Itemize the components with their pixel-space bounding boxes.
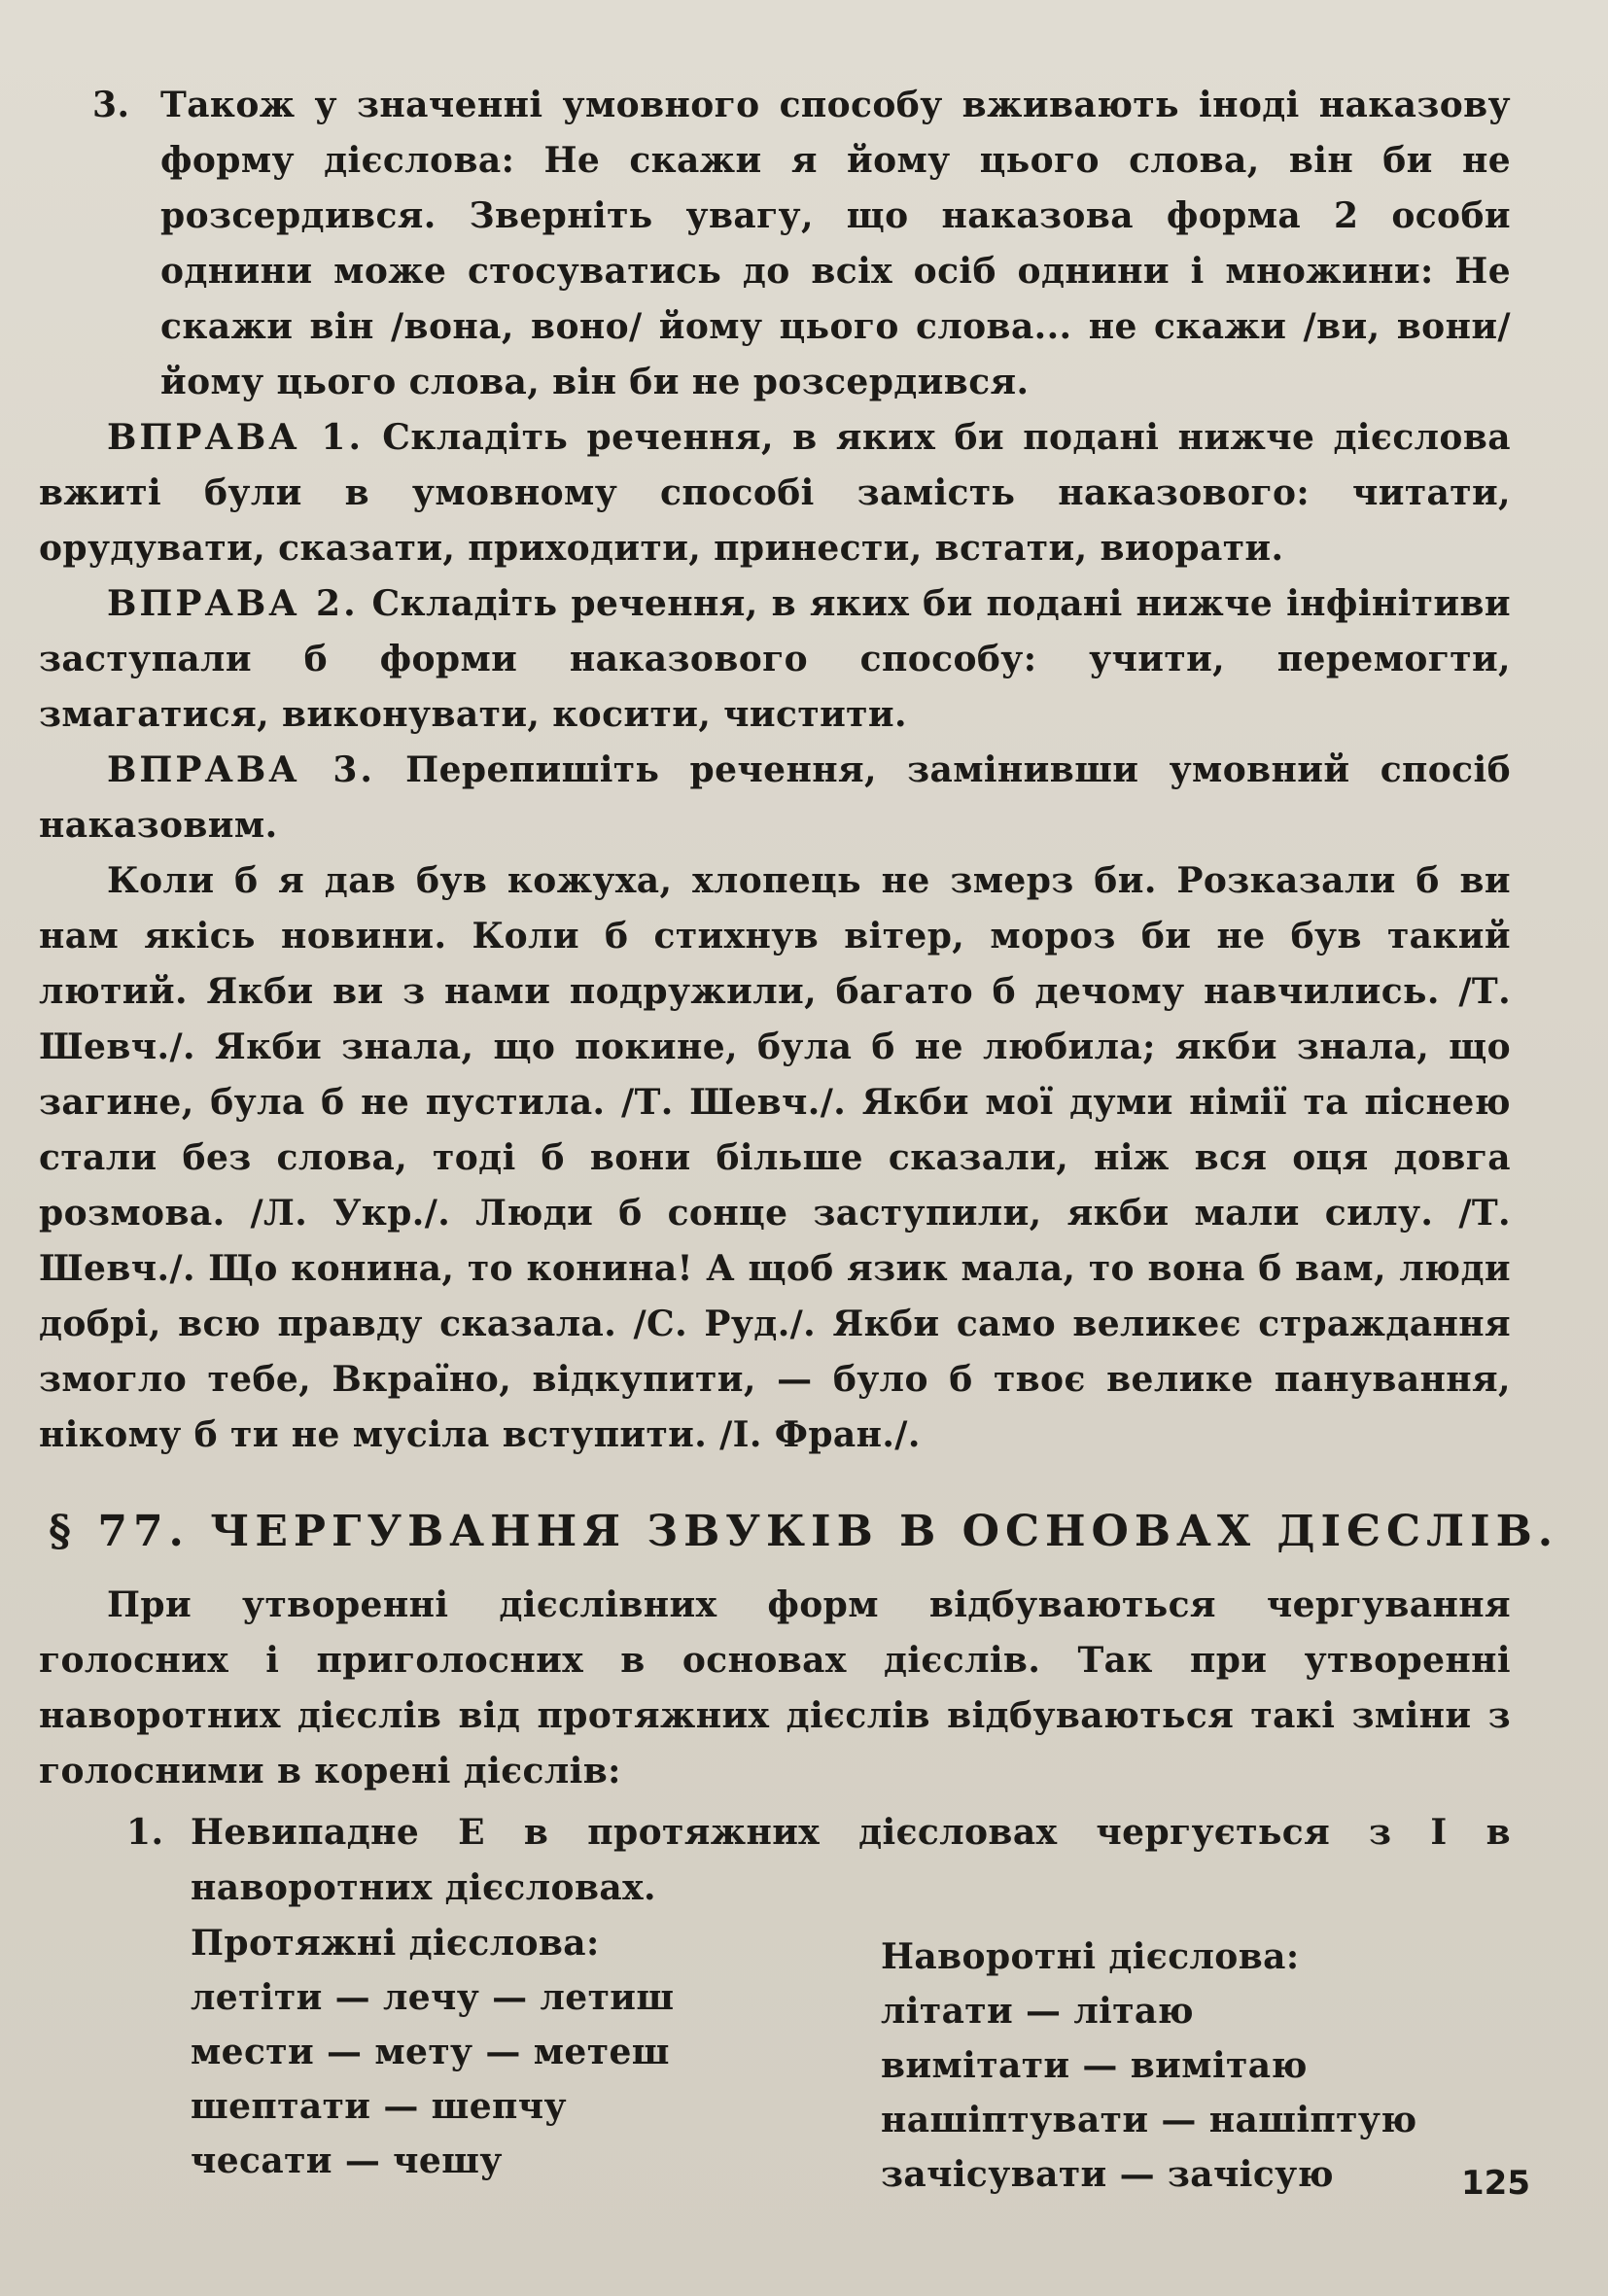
note-3-number: 3. — [92, 85, 130, 125]
iterative-verb-row: нашіптувати — нашіптую — [881, 2100, 1417, 2140]
section-heading: § 77. ЧЕРГУВАННЯ ЗВУКІВ В ОСНОВАХ ДІЄСЛІВ. — [49, 1507, 1559, 1556]
iterative-verbs-header: Наворотні дієслова: — [881, 1936, 1300, 1977]
rule-item-1-text: Невипадне Е в протяжних дієсловах чергується з І в наворотних дієсловах. — [191, 1812, 1511, 1908]
iterative-verb-row: вимітати — вимітаю — [881, 2045, 1308, 2086]
exercise-3-label: ВПРАВА 3. — [107, 749, 375, 790]
exercise-2 — [39, 576, 1511, 743]
iterative-verbs-column — [881, 1916, 1464, 2202]
iterative-verb-row: зачісувати — зачісую — [881, 2154, 1334, 2195]
durative-verb-row: летіти — лечу — летиш — [191, 1977, 675, 2018]
page-number: 125 — [1461, 2164, 1530, 2203]
exercise-2-text: Складіть речення, в яких би подані нижче інфінітиви заступали б форми наказового способу: учити, перемогти, змагатися, виконувати, косити, чистити. — [39, 583, 1511, 735]
durative-verb-row: чесати — чешу — [191, 2140, 503, 2181]
rule-item-1-number: 1. — [126, 1812, 164, 1853]
exercise-1-label: ВПРАВА 1. — [107, 417, 365, 458]
note-3-text: Також у значенні умовного способу вживають іноді наказову форму дієслова: Не скажи я йому цього слова, він би не розсердився. Зверніть увагу, що наказова форма 2 особи однини може стосуватись до всіх осіб однини і множини: Не скажи він /вона, воно/ йому цього слова... не скажи /ви, вони/ йому цього слова, він би не розсердився. — [160, 85, 1511, 402]
verb-examples — [191, 1916, 1511, 2202]
exercise-3 — [39, 743, 1511, 853]
exercise-3-text: Перепишіть речення, замінивши умовний спосіб наказовим. — [39, 749, 1511, 846]
durative-verbs-column — [191, 1916, 881, 2202]
note-3 — [92, 78, 1511, 410]
section-intro: При утворенні дієслівних форм відбуваються чергування голосних і приголосних в основах дієслів. Так при утворенні наворотних дієслів від протяжних дієслів відбуваються такі зміни з голосними в корені дієслів: — [39, 1584, 1511, 1792]
durative-verbs-header: Протяжні дієслова: — [191, 1923, 600, 1964]
exercise-2-label: ВПРАВА 2. — [107, 583, 359, 624]
iterative-verb-row: літати — літаю — [881, 1991, 1194, 2032]
rule-item-1 — [126, 1805, 1511, 1916]
durative-verb-row: шептати — шепчу — [191, 2086, 567, 2127]
exercise-3-sentences: Коли б я дав був кожуха, хлопець не змерз би. Розказали б ви нам якісь новини. Коли б стихнув вітер, мороз би не був такий лютий. Якби ви з нами подружили, багато б дечому навчились. /Т. Шевч./. Якби знала, що покине, була б не любила; якби знала, що загине, була б не пустила. /Т. Шевч./. Якби мої думи німії та піснею стали без слова, тоді б вони більше сказали, ніж вся оця довга розмова. /Л. Укр./. Люди б сонце заступили, якби мали силу. /Т. Шевч./. Що конина, то конина! А щоб язик мала, то вона б вам, люди добрі, всю правду сказала. /С. Руд./. Якби само великеє страждання змогло тебе, Вкраїно, відкупити, — було б твоє велике панування, нікому б ти не мусіла вступити. /І. Фран./. — [39, 860, 1511, 1455]
exercise-1 — [39, 410, 1511, 576]
exercise-1-text: Складіть речення, в яких би подані нижче дієслова вжиті були в умовному способі замість наказового: читати, орудувати, сказати, приходити, принести, встати, виорати. — [39, 417, 1511, 569]
durative-verb-row: мести — мету — метеш — [191, 2032, 670, 2072]
